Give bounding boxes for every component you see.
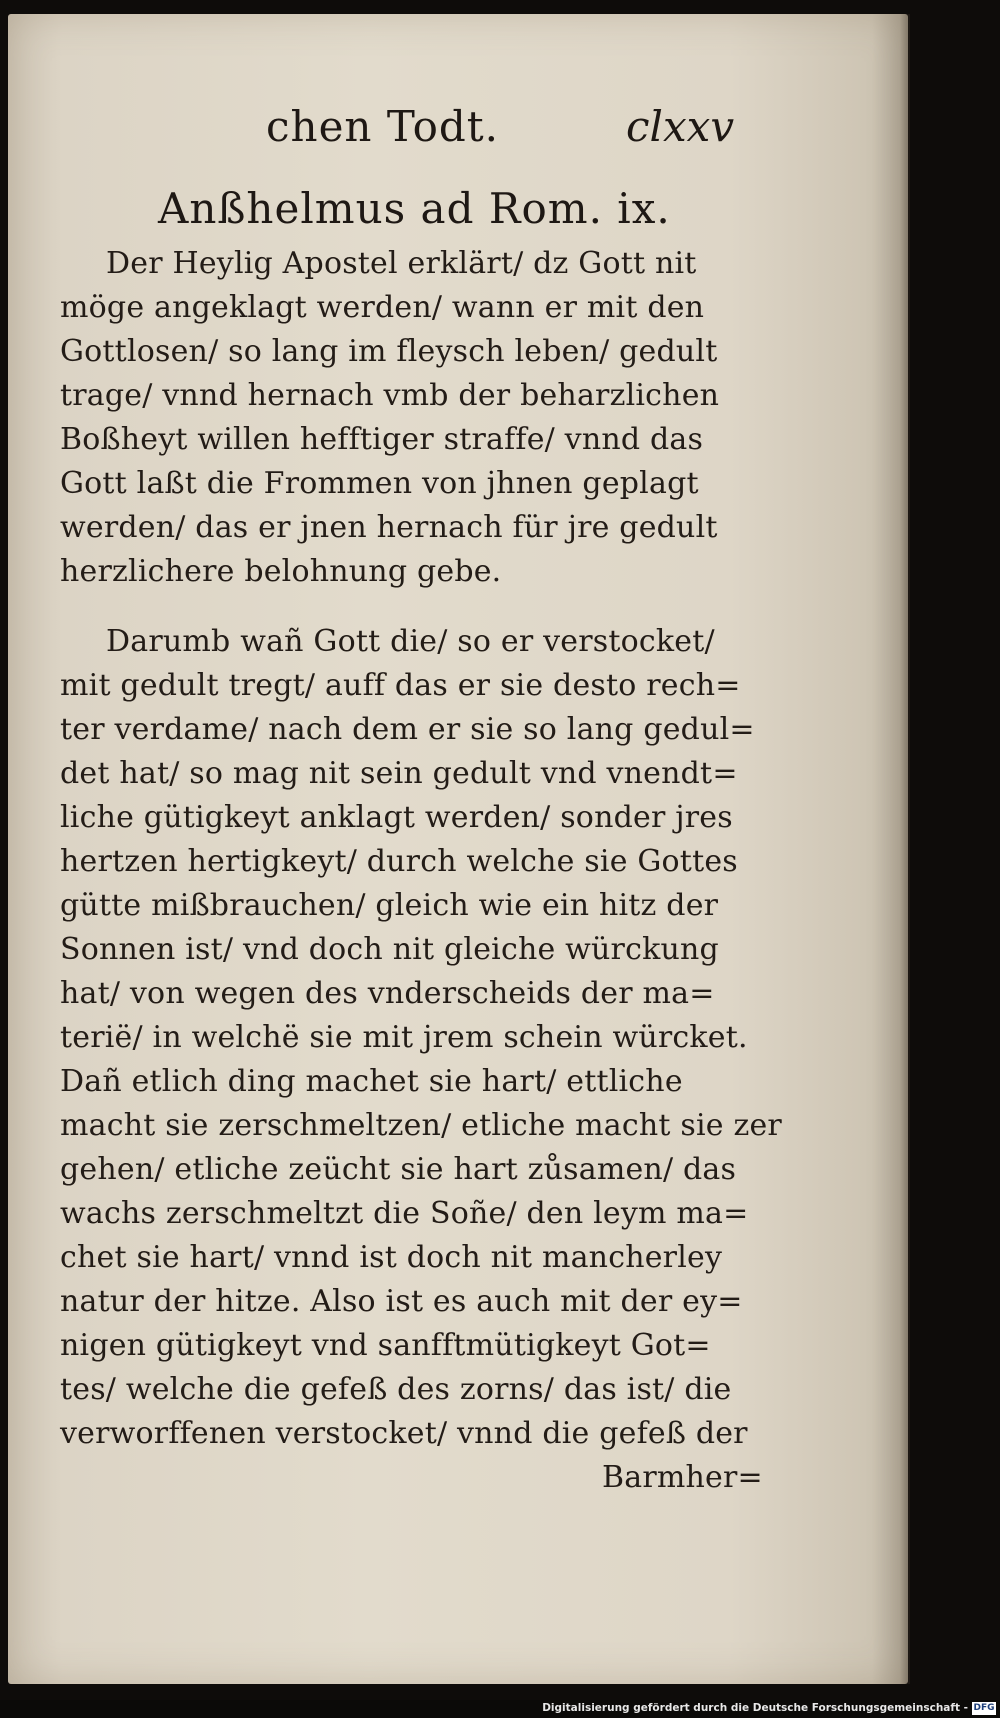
folio-number: clxxv	[626, 102, 735, 151]
text-line: Sonnen ist/ vnd doch nit gleiche würckung	[60, 932, 719, 967]
text-line: chet sie hart/ vnnd ist doch nit mancherley	[60, 1240, 723, 1275]
catchword: Barmher=	[602, 1460, 763, 1495]
digitization-credit: Digitalisierung gefördert durch die Deutsche Forschungsgemeinschaft -	[542, 1702, 968, 1714]
text-line: mit gedult tregt/ auff das er sie desto rech=	[60, 668, 741, 703]
section-heading: Anßhelmus ad Rom. ix.	[158, 184, 671, 233]
text-line: herzlichere belohnung gebe.	[60, 554, 502, 589]
text-line: wachs zerschmeltzt die Soñe/ den leym ma=	[60, 1196, 749, 1231]
text-line: nigen gütigkeyt vnd sanfftmütigkeyt Got=	[60, 1328, 711, 1363]
text-line: macht sie zerschmeltzen/ etliche macht sie zer	[60, 1108, 782, 1143]
text-line: tes/ welche die gefeß des zorns/ das ist/ die	[60, 1372, 732, 1407]
text-line: trage/ vnnd hernach vmb der beharzlichen	[60, 378, 720, 413]
text-line: terië/ in welchë sie mit jrem schein würcket.	[60, 1020, 748, 1055]
text-line: hat/ von wegen des vnderscheids der ma=	[60, 976, 715, 1011]
text-line: ter verdame/ nach dem er sie so lang gedul=	[60, 712, 755, 747]
running-head	[8, 102, 908, 172]
text-line: möge angeklagt werden/ wann er mit den	[60, 290, 705, 325]
text-line: Darumb wañ Gott die/ so er verstocket/	[106, 624, 715, 659]
text-line: Boßheyt willen hefftiger straffe/ vnnd das	[60, 422, 704, 457]
text-line: gehen/ etliche zeücht sie hart zůsamen/ das	[60, 1152, 737, 1187]
text-line: Dañ etlich ding machet sie hart/ ettliche	[60, 1064, 683, 1099]
page-edge-shadow	[900, 14, 910, 1684]
text-line: Gottlosen/ so lang im fleysch leben/ gedult	[60, 334, 718, 369]
text-line: werden/ das er jnen hernach für jre gedult	[60, 510, 718, 545]
text-line: det hat/ so mag nit sein gedult vnd vnendt=	[60, 756, 738, 791]
text-line: liche gütigkeyt anklagt werden/ sonder jres	[60, 800, 733, 835]
text-line: verworffenen verstocket/ vnnd die gefeß der	[60, 1416, 748, 1451]
text-line: hertzen hertigkeyt/ durch welche sie Gottes	[60, 844, 738, 879]
text-line: Der Heylig Apostel erklärt/ dz Gott nit	[106, 246, 697, 281]
dfg-logo: DFG	[973, 1703, 995, 1713]
text-line: gütte mißbrauchen/ gleich wie ein hitz der	[60, 888, 719, 923]
book-page	[8, 14, 908, 1684]
text-line: Gott laßt die Frommen von jhnen geplagt	[60, 466, 699, 501]
running-title: chen Todt.	[266, 102, 499, 151]
text-line: natur der hitze. Also ist es auch mit der ey=	[60, 1284, 743, 1319]
